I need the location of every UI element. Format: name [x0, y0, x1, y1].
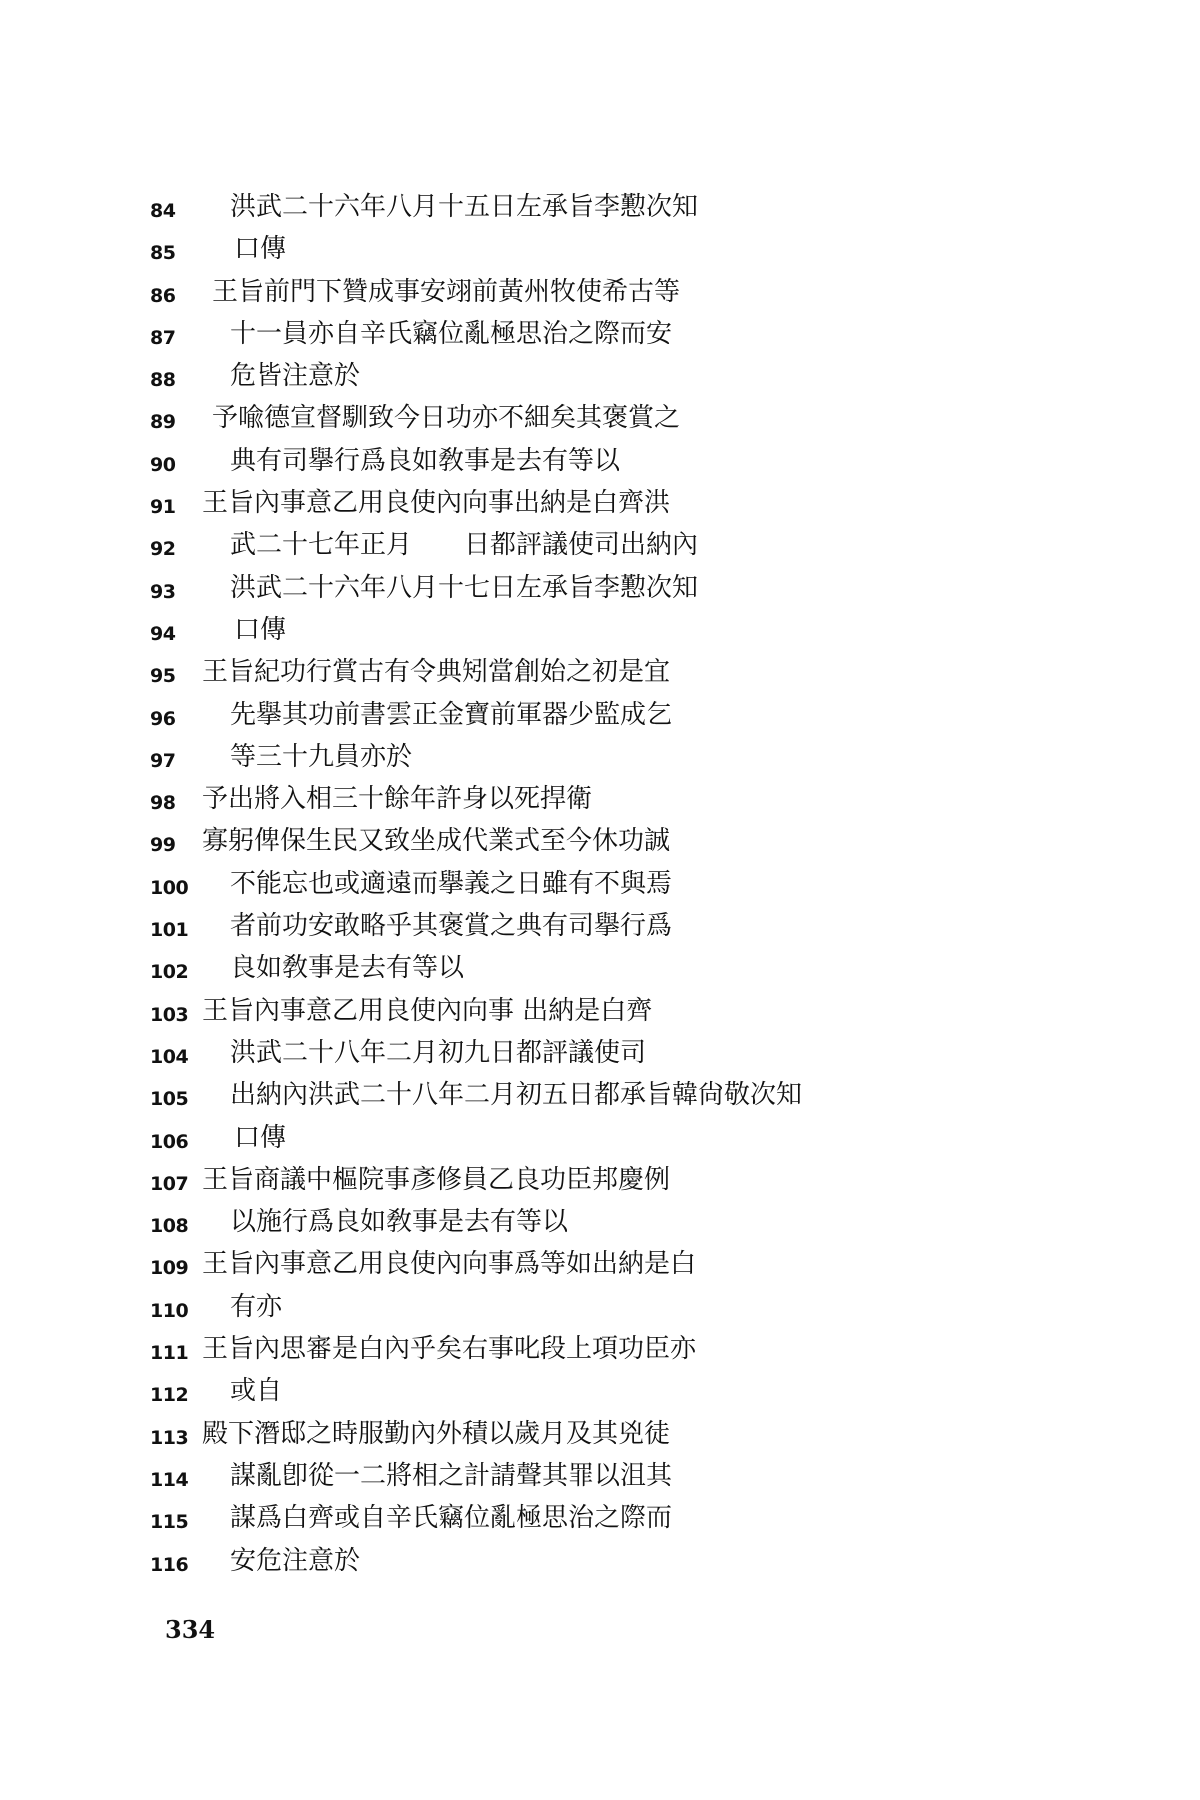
line-text: 王旨前門下贊成事安翊前黃州牧使希古等	[212, 276, 681, 307]
text-line	[150, 275, 910, 317]
line-number: 95	[150, 665, 176, 688]
text-line	[150, 1290, 910, 1332]
text-line	[150, 1247, 910, 1289]
line-number: 90	[150, 453, 176, 476]
line-number: 102	[150, 961, 189, 984]
line-text: 洪武二十八年二月初九日都評議使司	[230, 1037, 647, 1068]
line-number: 116	[150, 1553, 189, 1576]
line-number: 91	[150, 496, 176, 519]
line-text: 寡躬俾保生民又致坐成代業式至今休功誠	[202, 826, 671, 857]
line-text: 王旨紀功行賞古有令典矧當創始之初是宜	[202, 657, 671, 688]
line-text: 殿下潛邸之時服勤內外積以歲月及其兇徒	[202, 1418, 671, 1449]
text-line	[150, 1205, 910, 1247]
line-number: 92	[150, 538, 176, 561]
line-text: 或自	[230, 1376, 283, 1407]
text-line	[150, 867, 910, 909]
line-text: 口傳	[234, 614, 287, 645]
text-line	[150, 1459, 910, 1501]
line-text: 王旨內事意乙用良使內向事出納是白齊洪	[202, 488, 671, 519]
text-line	[150, 1163, 910, 1205]
line-text: 先擧其功前書雲正金寶前軍器少監成乞	[230, 699, 673, 730]
line-number: 113	[150, 1426, 189, 1449]
line-number: 97	[150, 749, 176, 772]
line-text: 以施行爲良如敎事是去有等以	[230, 1207, 569, 1238]
text-line	[150, 698, 910, 740]
line-text: 口傳	[234, 1122, 287, 1153]
line-text: 有亦	[230, 1291, 283, 1322]
text-line	[150, 444, 910, 486]
text-line	[150, 1544, 910, 1586]
line-text: 出納內洪武二十八年二月初五日都承旨韓尙敬次知	[230, 1080, 803, 1111]
line-number: 99	[150, 834, 176, 857]
line-number: 85	[150, 242, 176, 265]
line-text: 王旨內事意乙用良使內向事 出納是白齊	[202, 995, 653, 1026]
text-line	[150, 1036, 910, 1078]
line-text: 謀爲白齊或自辛氏竊位亂極思治之際而	[230, 1503, 673, 1534]
line-number: 98	[150, 792, 176, 815]
text-line	[150, 1501, 910, 1543]
text-line	[150, 1121, 910, 1163]
line-text: 危皆注意於	[230, 361, 361, 392]
text-line	[150, 528, 910, 570]
line-number: 94	[150, 622, 176, 645]
line-text: 王旨內事意乙用良使內向事爲等如出納是白	[202, 1249, 697, 1280]
text-line	[150, 782, 910, 824]
text-line	[150, 613, 910, 655]
line-text: 洪武二十六年八月十七日左承旨李懃次知	[230, 572, 699, 603]
line-text: 王旨內思審是白內乎矣右事叱段上項功臣亦	[202, 1334, 697, 1365]
line-number: 108	[150, 1215, 189, 1238]
line-number: 110	[150, 1299, 189, 1322]
line-number: 96	[150, 707, 176, 730]
line-number: 100	[150, 876, 189, 899]
line-number: 101	[150, 919, 189, 942]
text-line	[150, 1332, 910, 1374]
line-text: 口傳	[234, 234, 287, 265]
line-text: 者前功安敢略乎其褒賞之典有司擧行爲	[230, 911, 673, 942]
line-number: 84	[150, 200, 176, 222]
text-line	[150, 232, 910, 274]
line-number: 86	[150, 284, 176, 307]
line-text: 等三十九員亦於	[230, 741, 413, 772]
line-number: 111	[150, 1342, 189, 1365]
text-line	[150, 909, 910, 951]
text-line	[150, 1374, 910, 1416]
page-number: 334	[165, 1615, 216, 1644]
text-line	[150, 1078, 910, 1120]
text-line	[150, 951, 910, 993]
line-number: 87	[150, 326, 176, 349]
line-text: 武二十七年正月 日都評議使司出納內	[230, 530, 699, 561]
line-text: 予出將入相三十餘年許身以死捍衛	[202, 784, 593, 815]
text-line	[150, 486, 910, 528]
text-line	[150, 1417, 910, 1459]
text-line	[150, 359, 910, 401]
text-line	[150, 824, 910, 866]
line-number: 106	[150, 1130, 189, 1153]
line-text: 良如敎事是去有等以	[230, 953, 465, 984]
line-number: 104	[150, 1045, 189, 1068]
text-line	[150, 317, 910, 359]
line-number: 107	[150, 1172, 189, 1195]
line-number: 114	[150, 1468, 189, 1491]
text-line	[150, 571, 910, 613]
text-block	[150, 190, 910, 1586]
line-number: 103	[150, 1003, 189, 1026]
text-line	[150, 401, 910, 443]
line-number: 93	[150, 580, 176, 603]
line-number: 109	[150, 1257, 189, 1280]
text-line	[150, 740, 910, 782]
line-text: 謀亂卽從一二將相之計請聲其罪以沮其	[230, 1460, 673, 1491]
text-line	[150, 994, 910, 1036]
line-number: 105	[150, 1088, 189, 1111]
text-line	[150, 190, 910, 232]
line-number: 112	[150, 1384, 189, 1407]
line-text: 十一員亦自辛氏竊位亂極思治之際而安	[230, 318, 673, 349]
line-text: 王旨商議中樞院事彥修員乙良功臣邦慶例	[202, 1164, 671, 1195]
line-text: 安危注意於	[230, 1545, 361, 1576]
text-line	[150, 655, 910, 697]
line-number: 115	[150, 1511, 189, 1534]
line-text: 予喩德宣督馴致今日功亦不細矣其褒賞之	[212, 403, 681, 434]
line-text: 洪武二十六年八月十五日左承旨李懃次知	[230, 192, 699, 222]
line-number: 88	[150, 369, 176, 392]
line-number: 89	[150, 411, 176, 434]
line-text: 不能忘也或適遠而擧義之日雖有不與焉	[230, 868, 673, 899]
line-text: 典有司擧行爲良如敎事是去有等以	[230, 445, 621, 476]
